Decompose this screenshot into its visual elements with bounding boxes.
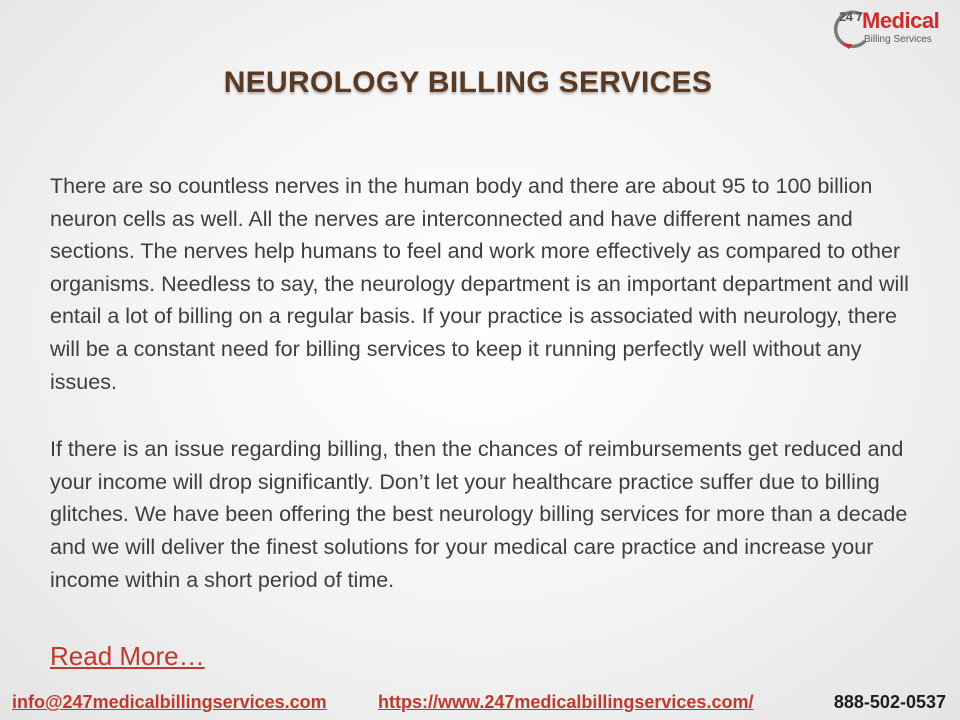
footer-email-link[interactable]: info@247medicalbillingservices.com (12, 692, 327, 712)
paragraph-intro: There are so countless nerves in the human body and there are about 95 to 100 billion neuron cells as well. All the nerves are interconnected and have different names and sections. The nerves help humans to feel and work more effectively as compared to other organisms. Needless to say, the neurology department is an important department and will entail a lot of billing on a regular basis. If your practice is associated with neurology, there will be a constant need for billing services to keep it running perfectly well without any issues. (50, 174, 909, 394)
read-more-link[interactable]: Read More… (50, 641, 205, 671)
page-title: NEUROLOGY BILLING SERVICES (223, 66, 713, 99)
logo-subtitle: Billing Services (864, 34, 932, 45)
footer-website-link[interactable]: https://www.247medicalbillingservices.com/ (378, 692, 754, 712)
body-content (50, 170, 930, 596)
paragraph-billing-issues: If there is an issue regarding billing, then the chances of reimbursements get reduced and your income will drop significantly. Don’t let your healthcare practice suffer due to billing glitches. We have been offering the best neurology billing services for more than a decade and we will deliver the finest solutions for your medical care practice and increase your income within a short period of time. (50, 437, 908, 592)
footer (0, 690, 960, 720)
logo-number: 24 7 (839, 9, 863, 24)
footer-phone-number: 888-502-0537 (833, 692, 946, 712)
logo-brand-text: Medical (862, 8, 940, 33)
company-logo (830, 8, 948, 58)
